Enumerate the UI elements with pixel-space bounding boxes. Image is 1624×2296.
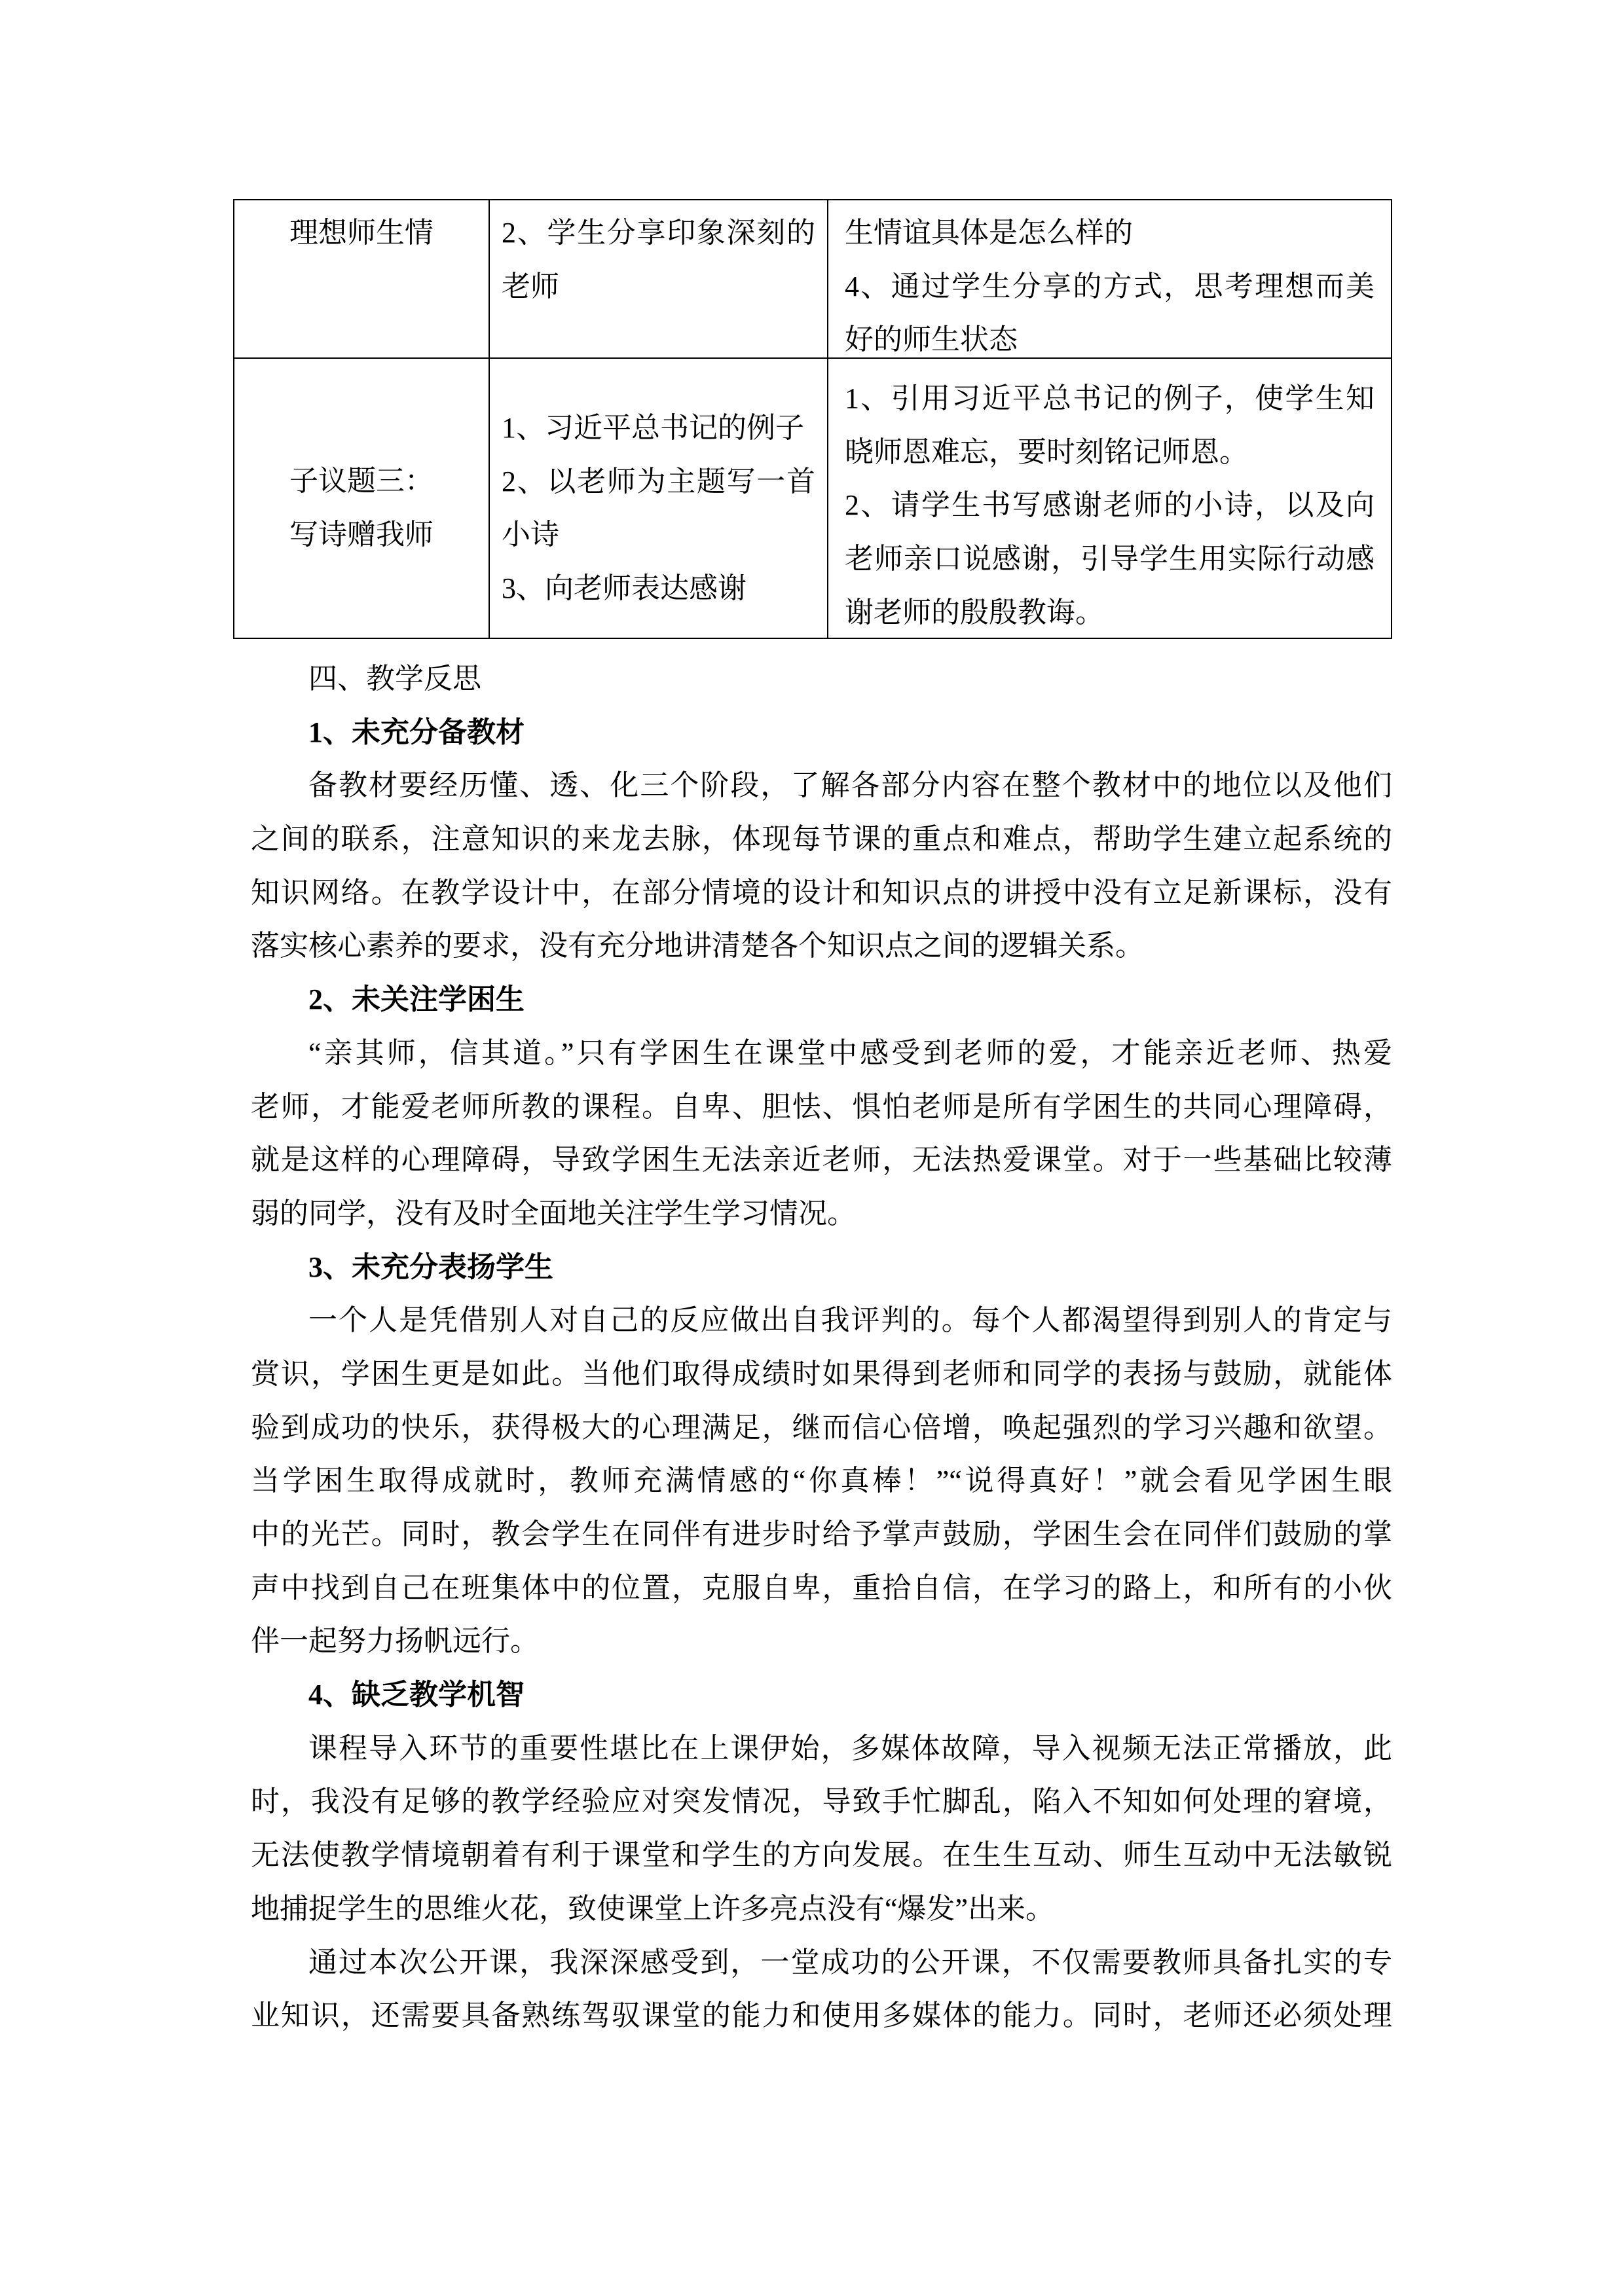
section-title: 4、缺乏教学机智	[308, 1679, 525, 1711]
paragraph-line: 验到成功的快乐，获得极大的心理满足，继而信心倍增，唤起强烈的学习兴趣和欲望。	[251, 1411, 1392, 1444]
paragraph-line: 业知识，还需要具备熟练驾驭课堂的能力和使用多媒体的能力。同时，老师还必须处理	[251, 1999, 1392, 2032]
paragraph-line: 之间的联系，注意知识的来龙去脉，体现每节课的重点和难点，帮助学生建立起系统的	[251, 823, 1392, 856]
activity-cell	[490, 200, 828, 359]
topic-line: 写诗赠我师	[289, 518, 434, 551]
intent-line: 1、引用习近平总书记的例子，使学生知	[845, 382, 1375, 414]
paragraph-line: 弱的同学，没有及时全面地关注学生学习情况。	[251, 1197, 856, 1230]
activity-cell	[490, 359, 828, 639]
paragraph-line: 课程导入环节的重要性堪比在上课伊始，多媒体故障，导入视频无法正常播放，此	[308, 1732, 1392, 1764]
paragraph-line: 时，我没有足够的教学经验应对突发情况，导致手忙脚乱，陷入不知如何处理的窘境，	[251, 1785, 1392, 1818]
reflection-heading: 四、教学反思	[308, 663, 481, 695]
activity-line: 2、学生分享印象深刻的	[502, 217, 815, 249]
topic-cell	[234, 359, 490, 639]
intent-cell	[828, 200, 1392, 359]
activity-line: 小诗	[502, 519, 559, 551]
intent-line: 晓师恩难忘，要时刻铭记师恩。	[845, 435, 1248, 468]
intent-line: 老师亲口说感谢，引导学生用实际行动感	[845, 543, 1375, 575]
topic-cell	[234, 200, 490, 359]
activity-line: 老师	[502, 270, 559, 302]
section-title: 2、未关注学困生	[308, 983, 525, 1016]
section-title: 1、未充分备教材	[308, 716, 525, 748]
intent-line: 2、请学生书写感谢老师的小诗，以及向	[845, 489, 1375, 522]
paragraph-line: 地捕捉学生的思维火花，致使课堂上许多亮点没有“爆发”出来。	[251, 1892, 1055, 1925]
intent-line: 生情谊具体是怎么样的	[845, 217, 1133, 249]
intent-line: 好的师生状态	[845, 323, 1018, 356]
intent-cell	[828, 359, 1392, 639]
intent-line: 谢老师的殷殷教诲。	[845, 596, 1104, 629]
paragraph-line: 落实核心素养的要求，没有充分地讲清楚各个知识点之间的逻辑关系。	[251, 930, 1144, 962]
lesson-plan-table	[233, 199, 1392, 639]
topic-line: 理想师生情	[289, 217, 434, 249]
paragraph-line: 备教材要经历懂、透、化三个阶段，了解各部分内容在整个教材中的地位以及他们	[308, 769, 1392, 802]
paragraph-line: 伴一起努力扬帆远行。	[251, 1625, 539, 1658]
section-title: 3、未充分表扬学生	[308, 1250, 553, 1283]
teaching-reflection	[251, 652, 1392, 2043]
activity-line: 3、向老师表达感谢	[502, 572, 747, 605]
paragraph-line: 无法使教学情境朝着有利于课堂和学生的方向发展。在生生互动、师生互动中无法敏锐	[251, 1839, 1392, 1872]
paragraph-line: 通过本次公开课，我深深感受到，一堂成功的公开课，不仅需要教师具备扎实的专	[308, 1946, 1392, 1978]
paragraph-line: 知识网络。在教学设计中，在部分情境的设计和知识点的讲授中没有立足新课标，没有	[251, 876, 1392, 909]
paragraph-line: 老师，才能爱老师所教的课程。自卑、胆怯、惧怕老师是所有学困生的共同心理障碍，	[251, 1090, 1392, 1123]
paragraph-line: 就是这样的心理障碍，导致学困生无法亲近老师，无法热爱课堂。对于一些基础比较薄	[251, 1144, 1392, 1176]
paragraph-line: 赏识，学困生更是如此。当他们取得成绩时如果得到老师和同学的表扬与鼓励，就能体	[251, 1357, 1392, 1390]
intent-line: 4、通过学生分享的方式，思考理想而美	[845, 270, 1375, 302]
paragraph-line: “亲其师，信其道。”只有学困生在课堂中感受到老师的爱，才能亲近老师、热爱	[308, 1036, 1392, 1069]
activity-line: 2、以老师为主题写一首	[502, 465, 815, 498]
paragraph-line: 一个人是凭借别人对自己的反应做出自我评判的。每个人都渴望得到别人的肯定与	[308, 1304, 1392, 1337]
activity-line: 1、习近平总书记的例子	[502, 412, 804, 444]
topic-line: 子议题三：	[289, 465, 434, 497]
paragraph-line: 声中找到自己在班集体中的位置，克服自卑，重拾自信，在学习的路上，和所有的小伙	[251, 1571, 1392, 1604]
paragraph-line: 中的光芒。同时，教会学生在同伴有进步时给予掌声鼓励，学困生会在同伴们鼓励的掌	[251, 1518, 1392, 1550]
paragraph-line: 当学困生取得成就时，教师充满情感的“你真棒！”“说得真好！”就会看见学困生眼	[251, 1465, 1392, 1497]
